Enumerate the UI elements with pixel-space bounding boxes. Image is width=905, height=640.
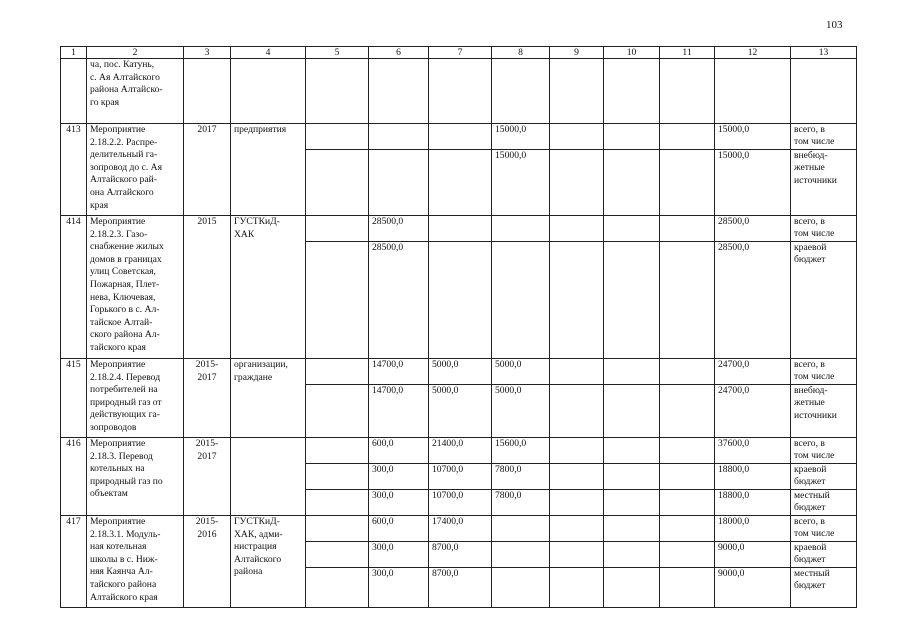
amount-col11-cell — [660, 438, 715, 464]
amount-col5-cell — [306, 150, 369, 216]
amount-total-cell: 18000,0 — [715, 516, 791, 542]
column-number-4: 4 — [231, 47, 306, 59]
continuation-row — [61, 59, 857, 124]
amount-col6-cell: 300,0 — [369, 464, 429, 490]
amount-col10-cell — [604, 124, 660, 150]
amount-col9-cell — [550, 216, 604, 242]
amount-col7-cell — [429, 150, 492, 216]
amount-col10-cell — [604, 385, 660, 438]
amount-col11-cell — [660, 516, 715, 542]
amount-col10-cell — [604, 216, 660, 242]
amount-col10-cell — [604, 242, 660, 359]
table-row — [61, 359, 857, 385]
amount-col11-cell — [660, 568, 715, 608]
funding-source-cell: всего, в том числе — [791, 216, 857, 242]
amount-total-cell: 28500,0 — [715, 216, 791, 242]
amount-total-cell: 15000,0 — [715, 150, 791, 216]
amount-col8-cell: 5000,0 — [492, 385, 550, 438]
amount-col8-cell — [492, 216, 550, 242]
column-number-2: 2 — [87, 47, 184, 59]
amount-col10-cell — [604, 516, 660, 542]
amount-col6-cell: 14700,0 — [369, 385, 429, 438]
row-year-cell: 2015 — [184, 216, 231, 359]
amount-col5-cell — [306, 124, 369, 150]
amount-col9-cell — [550, 124, 604, 150]
amount-col7-cell: 10700,0 — [429, 490, 492, 516]
column-number-8: 8 — [492, 47, 550, 59]
amount-col7-cell: 5000,0 — [429, 385, 492, 438]
amount-total-cell: 24700,0 — [715, 385, 791, 438]
amount-col9-cell — [550, 385, 604, 438]
amount-col5-cell — [306, 464, 369, 490]
amount-col6-cell: 300,0 — [369, 490, 429, 516]
column-number-5: 5 — [306, 47, 369, 59]
amount-col8-cell: 7800,0 — [492, 464, 550, 490]
row-description-cell: Мероприятие 2.18.3. Перевод котельных на природный газ по объектам — [87, 438, 184, 516]
column-number-1: 1 — [61, 47, 87, 59]
amount-col5-cell — [306, 359, 369, 385]
amount-col5-cell — [306, 385, 369, 438]
row-id-cell: 414 — [61, 216, 87, 359]
amount-col6-cell: 600,0 — [369, 438, 429, 464]
amount-col10-cell — [604, 464, 660, 490]
amount-col9-cell — [550, 359, 604, 385]
funding-source-cell: всего, в том числе — [791, 359, 857, 385]
row-id-cell: 413 — [61, 124, 87, 216]
funding-source-cell: внебюд- жетные источники — [791, 385, 857, 438]
row-executor-cell: предприятия — [231, 124, 306, 216]
amount-col7-cell — [429, 242, 492, 359]
amount-col6-cell: 300,0 — [369, 542, 429, 568]
column-number-row — [61, 47, 857, 59]
amount-col10-cell — [604, 568, 660, 608]
amount-col11-cell — [660, 490, 715, 516]
amount-col11-cell — [660, 359, 715, 385]
amount-col5-cell — [306, 490, 369, 516]
amount-col9-cell — [550, 542, 604, 568]
amount-col7-cell: 21400,0 — [429, 438, 492, 464]
amount-col7-cell — [429, 124, 492, 150]
amount-col7-cell: 8700,0 — [429, 542, 492, 568]
row-id-cell — [61, 59, 87, 124]
amount-col6-cell: 28500,0 — [369, 216, 429, 242]
funding-source-cell: местный бюджет — [791, 568, 857, 608]
amount-total-cell: 24700,0 — [715, 359, 791, 385]
page-number: 103 — [826, 19, 843, 31]
funding-source-cell: местный бюджет — [791, 490, 857, 516]
row-id-cell: 416 — [61, 438, 87, 516]
row-executor-cell: ГУСТКиД- ХАК — [231, 216, 306, 359]
amount-col10-cell — [604, 438, 660, 464]
row-year-cell: 2015- 2016 — [184, 516, 231, 608]
amount-col6-cell — [369, 124, 429, 150]
row-description-cell: Мероприятие 2.18.2.3. Газо- снабжение жилых домов в границах улиц Советская, Пожарная, Плет- нева, Ключевая, Горького в с. Ал- тайское Алтай- ского района Ал- тайского края — [87, 216, 184, 359]
row-year-cell: 2015- 2017 — [184, 359, 231, 438]
amount-col11-cell — [660, 124, 715, 150]
amount-col11-cell — [660, 464, 715, 490]
row-description-cell: Мероприятие 2.18.3.1. Модуль- ная котельная школы в с. Ниж- няя Каянча Ал- тайского района Алтайского края — [87, 516, 184, 608]
amount-col9-cell — [550, 150, 604, 216]
amount-col9-cell — [550, 464, 604, 490]
amount-col8-cell: 15000,0 — [492, 150, 550, 216]
amount-col5-cell — [306, 516, 369, 542]
amount-col9-cell — [550, 568, 604, 608]
row-description-cell: Мероприятие 2.18.2.4. Перевод потребителей на природный газ от действующих га- зопроводов — [87, 359, 184, 438]
funding-source-cell: внебюд- жетные источники — [791, 150, 857, 216]
funding-source-cell: всего, в том числе — [791, 438, 857, 464]
amount-col6-cell: 300,0 — [369, 568, 429, 608]
amount-col11-cell — [660, 385, 715, 438]
amount-col8-cell — [492, 568, 550, 608]
amount-col5-cell — [306, 242, 369, 359]
column-number-12: 12 — [715, 47, 791, 59]
row-description-cell: Мероприятие 2.18.2.2. Распре- делительный га- зопровод до с. Ая Алтайского рай- она Алтайского края — [87, 124, 184, 216]
row-year-cell: 2015- 2017 — [184, 438, 231, 516]
program-table — [60, 46, 857, 608]
amount-col11-cell — [660, 216, 715, 242]
row-executor-cell: организации, граждане — [231, 359, 306, 438]
amount-col8-cell — [492, 242, 550, 359]
amount-col7-cell: 17400,0 — [429, 516, 492, 542]
amount-col11-cell — [660, 242, 715, 359]
amount-col8-cell — [492, 542, 550, 568]
amount-col10-cell — [604, 150, 660, 216]
row-id-cell: 415 — [61, 359, 87, 438]
column-number-3: 3 — [184, 47, 231, 59]
column-number-9: 9 — [550, 47, 604, 59]
table-body — [61, 47, 857, 608]
amount-col5-cell — [306, 438, 369, 464]
row-year-cell: 2017 — [184, 124, 231, 216]
column-number-13: 13 — [791, 47, 857, 59]
row-executor-cell: ГУСТКиД- ХАК, адми- нистрация Алтайского района — [231, 516, 306, 608]
amount-col7-cell: 10700,0 — [429, 464, 492, 490]
amount-col8-cell: 15600,0 — [492, 438, 550, 464]
amount-total-cell: 18800,0 — [715, 464, 791, 490]
amount-col10-cell — [604, 542, 660, 568]
amount-col6-cell — [369, 150, 429, 216]
row-description-cell: ча, пос. Катунь, с. Ая Алтайского района Алтайско- го края — [87, 59, 184, 124]
amount-col5-cell — [306, 568, 369, 608]
column-number-7: 7 — [429, 47, 492, 59]
column-number-10: 10 — [604, 47, 660, 59]
amount-total-cell: 9000,0 — [715, 568, 791, 608]
row-id-cell: 417 — [61, 516, 87, 608]
amount-col7-cell — [429, 216, 492, 242]
amount-col8-cell: 15000,0 — [492, 124, 550, 150]
amount-total-cell: 28500,0 — [715, 242, 791, 359]
column-number-11: 11 — [660, 47, 715, 59]
funding-source-cell: краевой бюджет — [791, 464, 857, 490]
funding-source-cell: краевой бюджет — [791, 242, 857, 359]
amount-col5-cell — [306, 542, 369, 568]
amount-col6-cell: 600,0 — [369, 516, 429, 542]
amount-col8-cell — [492, 516, 550, 542]
amount-col11-cell — [660, 150, 715, 216]
table-row — [61, 124, 857, 150]
amount-col7-cell: 8700,0 — [429, 568, 492, 608]
amount-total-cell: 9000,0 — [715, 542, 791, 568]
table-row — [61, 216, 857, 242]
amount-col5-cell — [306, 216, 369, 242]
amount-col9-cell — [550, 490, 604, 516]
amount-col6-cell: 28500,0 — [369, 242, 429, 359]
column-number-6: 6 — [369, 47, 429, 59]
table-row — [61, 516, 857, 542]
amount-col6-cell: 14700,0 — [369, 359, 429, 385]
amount-col11-cell — [660, 542, 715, 568]
amount-col9-cell — [550, 516, 604, 542]
amount-col10-cell — [604, 359, 660, 385]
amount-col10-cell — [604, 490, 660, 516]
amount-col9-cell — [550, 438, 604, 464]
amount-total-cell: 37600,0 — [715, 438, 791, 464]
funding-source-cell: краевой бюджет — [791, 542, 857, 568]
amount-col8-cell: 5000,0 — [492, 359, 550, 385]
funding-source-cell: всего, в том числе — [791, 124, 857, 150]
amount-col9-cell — [550, 242, 604, 359]
amount-col8-cell: 7800,0 — [492, 490, 550, 516]
amount-total-cell: 15000,0 — [715, 124, 791, 150]
table-row — [61, 438, 857, 464]
amount-total-cell: 18800,0 — [715, 490, 791, 516]
row-executor-cell — [231, 438, 306, 516]
funding-source-cell: всего, в том числе — [791, 516, 857, 542]
amount-col7-cell: 5000,0 — [429, 359, 492, 385]
